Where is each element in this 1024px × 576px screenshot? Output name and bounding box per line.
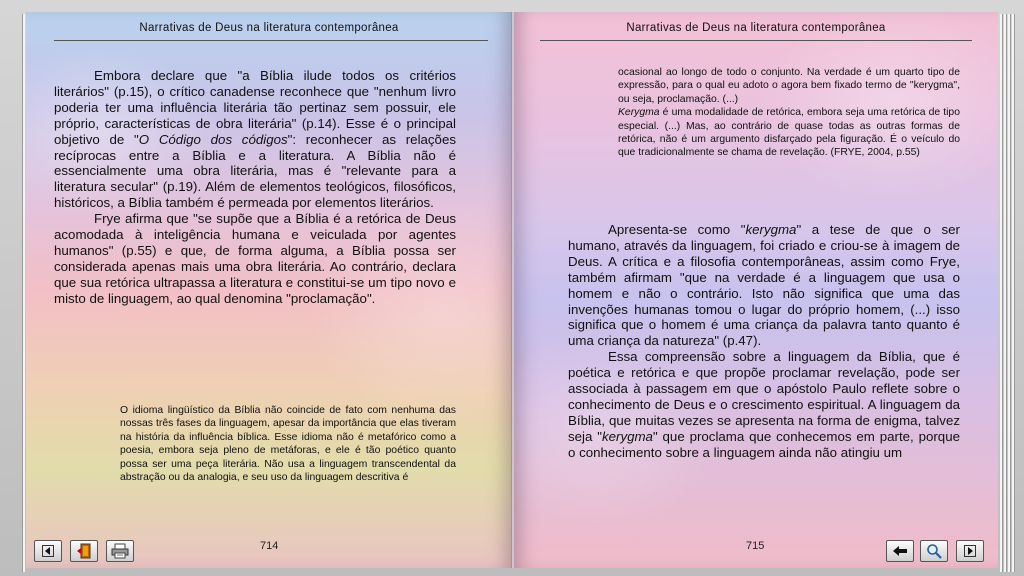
- left-page[interactable]: [26, 12, 512, 568]
- italic-text: Kerygma: [618, 107, 660, 119]
- next-page-button[interactable]: [956, 540, 984, 562]
- text-run: Apresenta-se como ": [608, 222, 746, 237]
- block-quote: [618, 66, 960, 160]
- back-button[interactable]: [886, 540, 914, 562]
- page-stack-edge: [1004, 14, 1007, 572]
- magnifier-icon: [926, 543, 942, 559]
- paragraph: [54, 68, 456, 211]
- paragraph: [618, 106, 960, 160]
- text-run: Essa compreensão sobre a linguagem da Bíblia, que é poética e retórica e que propõe proclamar revelação, pode ser associada à passagem em que o apóstolo Paulo reflete sobre o conhecimento de Deus e o crescimento espiritual. A linguagem da Bíblia, que muitas vezes se apresenta na forma de enigma, talvez seja ": [568, 349, 960, 444]
- page-stack-edge: [1012, 14, 1015, 572]
- right-page-body: [568, 222, 960, 461]
- italic-text: kerygma: [601, 428, 653, 444]
- paragraph: [568, 222, 960, 349]
- right-page[interactable]: [514, 12, 998, 568]
- running-head: Narrativas de Deus na literatura contemporânea: [626, 22, 886, 34]
- arrow-left-icon: [892, 545, 908, 557]
- left-page-body: [54, 68, 456, 307]
- text-run: Frye afirma que "se supõe que a Bíblia é a retórica de Deus acomodada à inteligência humana e veiculada por agentes humanos" (p.55) e que, de forma alguma, a Bíblia possa ser considerada apenas mais uma obra literária. Ao contrário, declara que sua retórica ultrapassa a literatura e constitui-se um tipo novo e misto de linguagem, ao qual denomina "proclamação".: [54, 211, 456, 306]
- print-button[interactable]: [106, 540, 134, 562]
- text-run: " a tese de que o ser humano, através da linguagem, foi criado e criou-se à imagem de Deus. A crítica e a filosofia contemporâneas, assim como Frye, também afirmam "que na verdade é a linguagem que usa o homem e não o contrário. Isto não significa que uma das invenções humanas tomou o lugar do próprio homem, (...) isso significa que o homem é uma criança da palavra tanto quanto é uma criança da natureza" (p.47).: [568, 222, 960, 349]
- door-exit-icon: [76, 543, 92, 559]
- page-stack-edge: [1008, 14, 1011, 572]
- text-run: é uma modalidade de retórica, embora seja uma retórica de tipo especial. (...) Mas, ao contrário de quase todas as outras formas de retórica, não é um argumento disfarçado pela figuração. É o veículo do que tradicionalmente se chama de revelação. (FRYE, 2004, p.55): [618, 107, 960, 159]
- italic-text: kerygma: [745, 222, 797, 237]
- header-divider: [54, 40, 488, 41]
- quote-paragraph: O idioma lingüístico da Bíblia não coincide de fato com nenhuma das nossas três fases da linguagem, apesar da importância que elas tiveram na história da influência bíblica. Esse idioma não é metafórico como a poesia, embora seja pleno de metáforas, e ele é tão poético quanto possa ser uma peça literária. Não usa a linguagem transcendental da abstração ou da analogia, e seu uso da linguagem descritiva é: [120, 405, 456, 484]
- page-stack-edge: [22, 14, 25, 572]
- text-run: ": reconhecer as relações recíprocas entre a Bíblia e a literatura. A Bíblia não é essencialmente uma obra literária, mas é "relevante para a literatura secular" (p.19). Além de elementos teológicos, filosóficos, históricos, a Bíblia também é permeada por elementos literários.: [54, 131, 456, 211]
- page-number: 715: [746, 540, 765, 552]
- paragraph: [568, 349, 960, 460]
- text-run: ocasional ao longo de todo o conjunto. Na verdade é um quarto tipo de expressão, para o qual eu adoto o agora bem fixado termo de "kerygma", ou seja, proclamação. (...): [618, 67, 960, 105]
- exit-button[interactable]: [70, 540, 98, 562]
- printer-icon: [111, 543, 129, 559]
- italic-text: O Código dos códigos: [138, 131, 288, 147]
- zoom-button[interactable]: [920, 540, 948, 562]
- page-stack-edge: [1000, 14, 1003, 572]
- paragraph: [54, 211, 456, 306]
- text-run: Embora declare que "a Bíblia ilude todos os critérios literários" (p.15), o crítico canadense reconhece que "nenhum livro poderia ter uma influência literária tão pertinaz sem possuir, ele próprio, características de obra literária" (p.14). Esse é o principal objetivo de ": [54, 68, 456, 147]
- triangle-right-icon: [964, 545, 976, 557]
- page-number: 714: [260, 540, 279, 552]
- previous-page-button[interactable]: [34, 540, 62, 562]
- header-divider: [540, 40, 972, 41]
- block-quote: [120, 404, 456, 484]
- text-run: " que proclama que conhecemos em parte, porque o conhecimento sobre a linguagem ainda não atingiu um: [568, 428, 960, 460]
- paragraph: [618, 66, 960, 106]
- running-head: Narrativas de Deus na literatura contemporânea: [139, 22, 399, 34]
- triangle-left-icon: [42, 545, 54, 557]
